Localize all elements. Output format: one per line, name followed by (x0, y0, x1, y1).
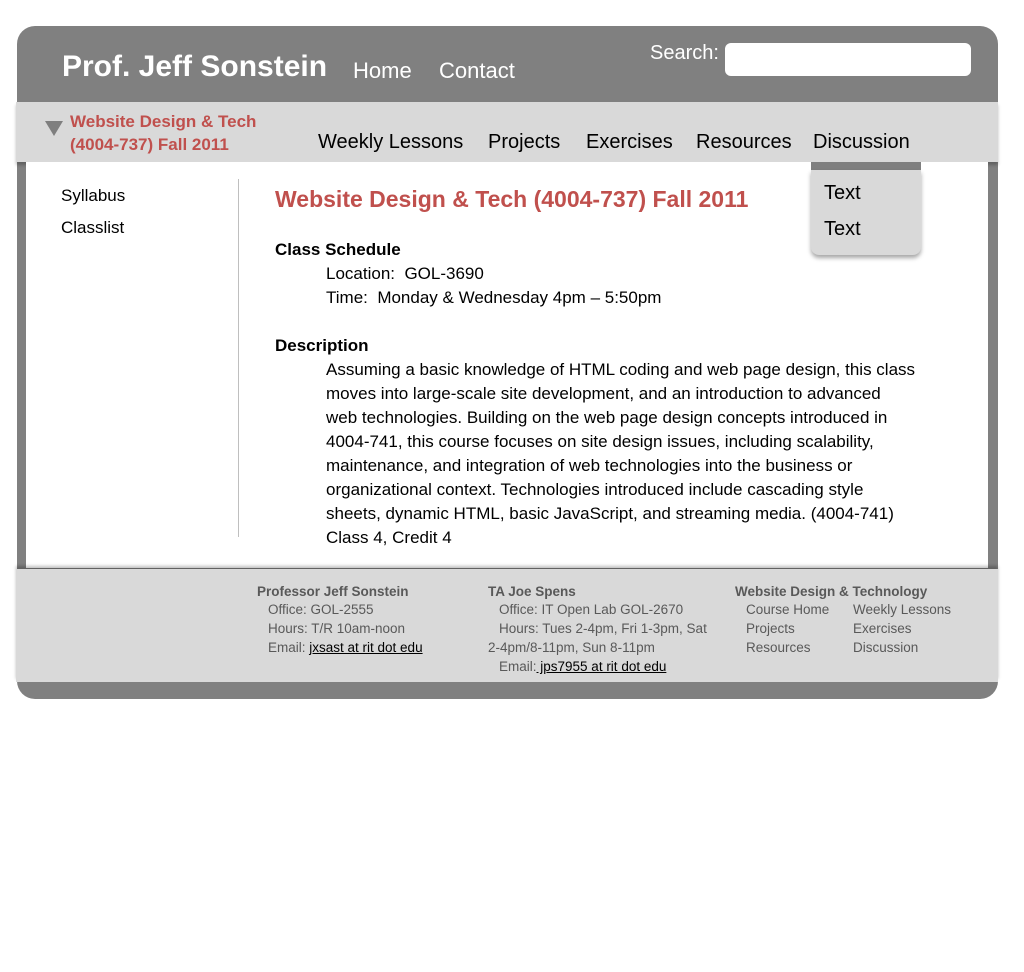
footer-ta-hours-line2: 2-4pm/8-11pm, Sun 8-11pm (488, 640, 655, 655)
description-line: 4004-741, this course focuses on site design issues, including scalability, (326, 432, 874, 451)
description-line: web technologies. Building on the web page design concepts introduced in (326, 408, 888, 427)
email-label: Email: (268, 640, 310, 655)
nav-exercises[interactable]: Exercises (586, 131, 673, 153)
dropdown-item[interactable]: Text (824, 182, 861, 204)
footer-course-heading: Website Design & Technology (735, 584, 928, 599)
schedule-location: Location: GOL-3690 (326, 264, 484, 283)
footer-link-weekly-lessons[interactable]: Weekly Lessons (853, 602, 952, 617)
ta-email-link[interactable]: jps7955 at rit dot edu (536, 659, 667, 674)
sidebar-divider (238, 179, 239, 537)
footer-ta-hours-line1: Hours: Tues 2-4pm, Fri 1-3pm, Sat (499, 621, 707, 636)
footer-professor-office: Office: GOL-2555 (268, 602, 374, 617)
footer-professor-email-row (268, 640, 423, 655)
course-name-line1: Website Design & Tech (70, 112, 257, 131)
dropdown-item[interactable]: Text (824, 218, 861, 240)
search-label: Search: (650, 42, 719, 64)
nav-resources[interactable]: Resources (696, 131, 792, 153)
footer-ta-email-row (499, 659, 666, 674)
description-text (326, 358, 948, 550)
home-link[interactable]: Home (353, 58, 412, 83)
footer-link-exercises[interactable]: Exercises (853, 621, 912, 636)
professor-email-link[interactable]: jxsast at rit dot edu (309, 640, 423, 655)
course-name (70, 110, 270, 156)
nav-weekly-lessons[interactable]: Weekly Lessons (318, 131, 464, 153)
triangle-down-icon[interactable] (45, 121, 63, 136)
description-line: moves into large-scale site development, and an introduction to advanced (326, 384, 881, 403)
description-line: Assuming a basic knowledge of HTML coding and web page design, this class (326, 360, 916, 379)
sidebar-item-syllabus[interactable]: Syllabus (61, 186, 126, 205)
footer-ta-office: Office: IT Open Lab GOL-2670 (499, 602, 684, 617)
site-title: Prof. Jeff Sonstein (62, 50, 328, 83)
footer-link-projects[interactable]: Projects (746, 621, 795, 636)
search-input[interactable] (725, 43, 971, 76)
description-line: maintenance, and integration of web technologies into the business or (326, 456, 853, 475)
discussion-dropdown-tab (811, 162, 921, 170)
description-heading: Description (275, 336, 369, 355)
schedule-time: Time: Monday & Wednesday 4pm – 5:50pm (326, 288, 662, 307)
footer-link-course-home[interactable]: Course Home (746, 602, 830, 617)
footer-link-discussion[interactable]: Discussion (853, 640, 919, 655)
contact-link[interactable]: Contact (439, 58, 515, 83)
footer-professor-hours: Hours: T/R 10am-noon (268, 621, 406, 636)
schedule-heading: Class Schedule (275, 240, 401, 259)
nav-projects[interactable]: Projects (488, 131, 561, 153)
sidebar-item-classlist[interactable]: Classlist (61, 218, 125, 237)
description-line: Class 4, Credit 4 (326, 528, 452, 547)
nav-discussion[interactable]: Discussion (813, 131, 910, 153)
course-name-line2: (4004-737) Fall 2011 (70, 135, 229, 154)
description-line: organizational context. Technologies introduced include cascading style (326, 480, 864, 499)
footer-professor-name: Professor Jeff Sonstein (257, 584, 409, 599)
email-label: Email: (499, 659, 537, 674)
footer-ta-name: TA Joe Spens (488, 584, 576, 599)
page-title: Website Design & Tech (4004-737) Fall 2011 (275, 186, 749, 212)
footer-link-resources[interactable]: Resources (746, 640, 811, 655)
description-line: sheets, dynamic HTML, basic JavaScript, and streaming media. (4004-741) (326, 504, 894, 523)
